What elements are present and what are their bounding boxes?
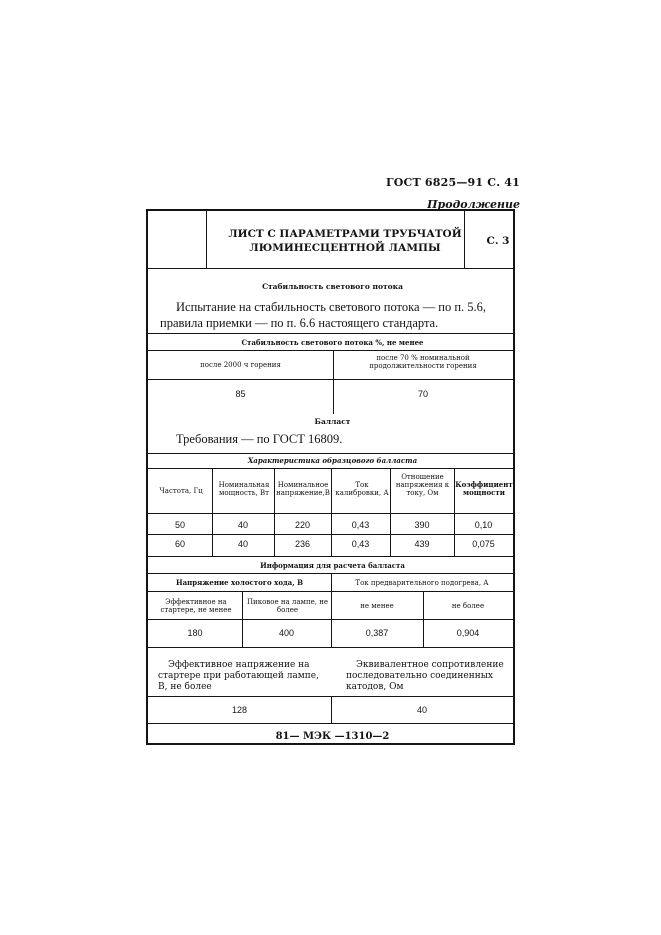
ballast-row-line-2 [148, 534, 513, 535]
calc-value-line [148, 619, 513, 620]
calc-group-voltage: Напряжение холостого хода, В [175, 578, 303, 587]
standard-reference: ГОСТ 6825—91 С. 41 [385, 176, 520, 189]
calc-sub-effective: Эффективное на стартере, не менее [160, 598, 232, 614]
calc-group-current: Ток предварительного подогрева, А [355, 579, 489, 587]
flux-table-line2 [148, 379, 513, 380]
ballast-header-power: Номинальная мощность, Вт [218, 481, 270, 497]
ballast-header-current: Ток калибровки, А [335, 481, 389, 497]
flux-col-2000h: после 2000 ч горения [200, 361, 281, 369]
header-bottom-line [148, 268, 513, 269]
calc-table-bottom [148, 647, 513, 648]
flux-table-line [148, 350, 513, 351]
starter-voltage-text: Эффективное напряжение на стартере при работающей лампе, В, не более [158, 660, 319, 692]
ballast-heading: Балласт [314, 417, 351, 426]
ballast-header-voltage: Номинальное напряжение,В [276, 481, 330, 497]
flux-val-70pct: 70 [417, 389, 428, 399]
ballast-table-title: Характеристика образцового балласта [247, 456, 418, 465]
flux-table-title: Стабильность светового потока %, не менее [241, 338, 424, 347]
header-divider-left [206, 211, 207, 268]
ballast-row2-power: 40 [237, 539, 248, 549]
ballast-header-ratio: Отношение напряжения к току, Ом [395, 473, 450, 497]
calc-value-max: 0,904 [456, 628, 480, 638]
ballast-row1-current: 0,43 [351, 520, 370, 530]
continuation-label: Продолжение [427, 198, 520, 211]
sheet-code: С. 3 [486, 235, 510, 247]
cathode-resistance-value: 40 [416, 705, 427, 715]
ballast-row2-factor: 0,075 [472, 539, 495, 549]
flux-table-top [148, 333, 513, 334]
calc-sub-min: не менее [360, 602, 394, 610]
calc-value-peak: 400 [278, 628, 295, 638]
calc-sub-max: не более [451, 602, 485, 610]
calc-sub-peak: Пиковое на лампе, не более [246, 598, 329, 614]
ballast-row2-voltage: 236 [294, 539, 311, 549]
flux-val-2000h: 85 [235, 389, 246, 399]
calc-value-min: 0,387 [365, 628, 389, 638]
ballast-table-bottom [148, 556, 513, 557]
parameter-sheet [146, 209, 515, 745]
starter-voltage-value: 128 [231, 705, 248, 715]
ballast-row1-frequency: 50 [174, 520, 185, 530]
ballast-row1-voltage: 220 [294, 520, 311, 530]
calc-table-title: Информация для расчета балласта [260, 561, 405, 570]
flux-col-70pct: после 70 % номинальной продолжительности горения [369, 354, 477, 370]
calc-sub-line [148, 591, 513, 592]
ballast-table-top [148, 453, 513, 454]
ballast-row2-ratio: 439 [414, 539, 430, 549]
cathode-resistance-text: Эквивалентное сопротивление последовательно соединенных катодов, Ом [346, 660, 504, 692]
ballast-row-line-1 [148, 513, 513, 514]
ballast-text: Требования — по ГОСТ 16809. [176, 432, 343, 446]
ballast-header-factor: Коэффициент мощности [455, 480, 513, 497]
flux-text: Испытание на стабильность светового потока — по п. 5.6, правила приемки — по п. 6.6 настоящего стандарта. [160, 300, 487, 330]
calc-value-effective: 180 [187, 628, 203, 638]
ballast-row1-ratio: 390 [414, 520, 430, 530]
flux-table-divider [333, 350, 334, 414]
ballast-row1-factor: 0,10 [474, 520, 493, 530]
sheet-title: ЛИСТ С ПАРАМЕТРАМИ ТРУБЧАТОЙ ЛЮМИНЕСЦЕНТНОЙ ЛАМПЫ [228, 228, 462, 254]
ballast-row1-power: 40 [237, 520, 248, 530]
ballast-row2-current: 0,43 [351, 539, 370, 549]
sheet-footer-line [148, 723, 513, 724]
flux-heading: Стабильность светового потока [262, 282, 403, 291]
ballast-header-frequency: Частота, Гц [159, 487, 203, 495]
ballast-row2-frequency: 60 [174, 539, 185, 549]
sheet-footer: 81— МЭК —1310—2 [275, 731, 390, 742]
